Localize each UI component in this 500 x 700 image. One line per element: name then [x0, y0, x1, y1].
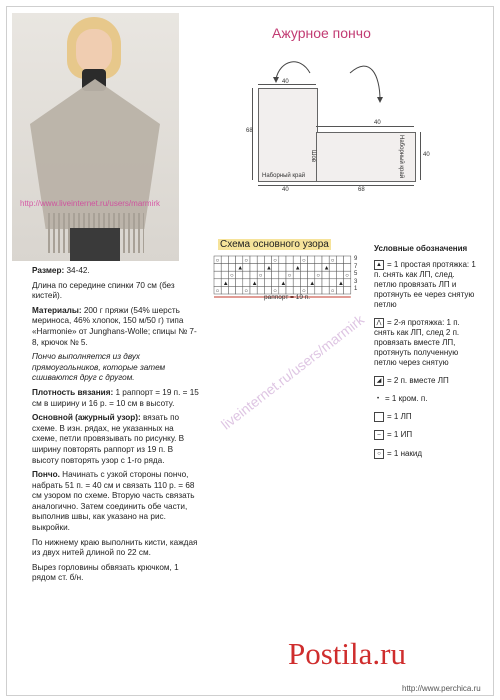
yarn-over-icon: ○ — [374, 449, 384, 459]
chart-stitch-mark: ○ — [244, 288, 249, 295]
dim-left-bottom: 40 — [282, 187, 289, 193]
chart-stitch-mark: ▲ — [251, 280, 258, 287]
left-rectangle — [258, 88, 318, 182]
chart-stitch-mark: ○ — [316, 273, 321, 280]
chart-cell — [329, 264, 336, 272]
photo-pants — [70, 228, 120, 261]
dim-line-right-top — [316, 126, 414, 127]
chart-cell — [300, 271, 307, 279]
chart-cell — [336, 264, 343, 272]
chart-row-number: 5 — [354, 271, 358, 278]
chart-cell — [344, 264, 351, 272]
chart-cell — [279, 256, 286, 264]
chart-cell — [236, 286, 243, 294]
chart-cell — [322, 256, 329, 264]
density-label: Плотность вязания: — [32, 387, 114, 397]
chart-cell — [257, 286, 264, 294]
chart-stitch-mark: ○ — [330, 288, 335, 295]
chart-cell — [221, 286, 228, 294]
chart-stitch-mark: ○ — [230, 273, 234, 280]
chart-cell — [250, 264, 257, 272]
photo-watermark: http://www.liveinternet.ru/users/marmirk — [20, 199, 161, 208]
chart-cell — [272, 279, 279, 287]
legend — [374, 244, 479, 467]
label-edge-left: Наборный край — [262, 173, 306, 179]
chart-cell — [236, 279, 243, 287]
chart-stitch-mark: ○ — [330, 258, 335, 264]
chart-cell — [293, 279, 300, 287]
chart-cell — [329, 271, 336, 279]
chart-stitch-mark: ○ — [302, 258, 306, 264]
note-text: Пончо выполняется из двух прямоугольников, которые затем сшиваются друг с другом. — [32, 352, 166, 383]
model-photo — [12, 13, 179, 261]
chart-row-number: 9 — [354, 256, 358, 262]
pattern-value: вязать по схеме. В изн. рядах, не указанных на схеме, петли провязывать по рисунку. В ширину повторять раппорт из 19 п. В высоту повторять узор с 1-го ряда. — [32, 413, 185, 465]
chart-stitch-mark: ○ — [302, 288, 306, 295]
chart-cell — [344, 279, 351, 287]
chart-stitch-mark: ▲ — [237, 265, 244, 272]
knit-stitch-icon — [374, 412, 384, 422]
dim-line-left-bottom — [258, 185, 316, 186]
dim-left-height: 68 — [246, 128, 253, 134]
double-pull-through-icon: ⋀ — [374, 318, 384, 328]
photo-face — [76, 29, 112, 73]
length-text: Длина по середине спинки 70 см (без кистей). — [32, 280, 175, 301]
chart-stitch-mark: ▲ — [280, 280, 287, 287]
chart-cell — [344, 286, 351, 294]
chart-cell — [308, 264, 315, 272]
dim-line-right-height — [420, 132, 421, 180]
chart-cell — [308, 271, 315, 279]
footer-url[interactable]: http://www.perchica.ru — [402, 684, 481, 693]
chart-stitch-mark: ▲ — [323, 265, 330, 272]
chart-row-numbers — [354, 256, 357, 294]
size-label: Размер: — [32, 266, 65, 275]
site-logo[interactable] — [288, 636, 406, 672]
density-value: 1 раппорт = 19 п. = 15 см в ширину и 16 р. = 10 см в высоту. — [32, 387, 199, 408]
chart-cell — [250, 286, 257, 294]
chart-cell — [228, 286, 235, 294]
chart-cell — [286, 264, 293, 272]
instructions-text — [32, 266, 200, 588]
chart-title: Схема основного узора — [220, 239, 329, 250]
materials-value: 200 г пряжи (54% шерсть мериноса, 46% хлопок, 150 м/50 г) типа «Harmonie» от Junghans-Wolle; спицы № 7-8, крючок № 5. — [32, 305, 197, 347]
chart-cell — [272, 264, 279, 272]
chart-stitch-mark: ▲ — [294, 265, 301, 272]
neck-text: Вырез горловины обвязать крючком, 1 рядом ст. б/н. — [32, 562, 179, 583]
chart-cell — [308, 286, 315, 294]
chart-stitch-mark: ○ — [215, 288, 220, 295]
chart-cell — [315, 286, 322, 294]
chart-cell — [214, 264, 221, 272]
chart-cell — [279, 264, 286, 272]
chart-row-number: 1 — [354, 286, 358, 293]
label-seam: Шов — [310, 150, 316, 163]
dim-left-top: 40 — [282, 79, 289, 85]
dim-right-top: 40 — [374, 120, 381, 126]
chart-cell — [315, 264, 322, 272]
chart-cell — [221, 271, 228, 279]
mid-watermark: liveinternet.ru/users/marmirk — [218, 311, 368, 433]
chart-cell — [236, 271, 243, 279]
chart-cell — [336, 271, 343, 279]
chart-cell — [293, 286, 300, 294]
chart-cell — [322, 271, 329, 279]
chart-stitch-mark: ○ — [273, 288, 277, 295]
chart-cell — [315, 256, 322, 264]
fringe-text: По нижнему краю выполнить кисти, каждая из двух нитей длиной по 22 см. — [32, 537, 198, 558]
pull-through-icon: ▲ — [374, 260, 384, 270]
poncho-value: Начинать с узкой стороны пончо, набрать 51 п. = 40 см и связать 110 р. = 68 см узором по схеме. Вторую часть связать аналогично. Затем соединить обе части, выполнив швы, как указано на рис. выкройки. — [32, 470, 195, 533]
dim-right-height: 40 — [423, 152, 430, 158]
legend-item: ○ = 1 накид — [374, 449, 479, 459]
chart-cell — [214, 279, 221, 287]
chart-cell — [308, 256, 315, 264]
chart-cell — [293, 271, 300, 279]
chart-stitch-mark: ○ — [258, 273, 263, 280]
chart-cell — [286, 279, 293, 287]
k2tog-icon: ◢ — [374, 376, 384, 386]
legend-heading: Условные обозначения — [374, 244, 468, 253]
poncho-label: Пончо. — [32, 470, 60, 480]
dim-line-right-bottom — [316, 185, 414, 186]
chart-stitch-mark: ○ — [215, 258, 220, 264]
chart-cell — [228, 256, 235, 264]
purl-stitch-icon: – — [374, 430, 384, 440]
chart-cell — [300, 279, 307, 287]
chart-cell — [300, 264, 307, 272]
chart-cell — [264, 286, 271, 294]
label-edge-right: Наборный край — [398, 135, 404, 179]
chart-cell — [257, 264, 264, 272]
chart-cell — [329, 279, 336, 287]
dim-right-bottom: 68 — [358, 187, 365, 193]
chart-cell — [272, 271, 279, 279]
legend-item: – = 1 ИП — [374, 430, 479, 440]
legend-item: = 1 ЛП — [374, 412, 479, 422]
legend-item: ⋀ = 2-я протяжка: 1 п. снять как ЛП, след 2 п. провязать вместе ЛП, протянуть полученную петлю через снятую — [374, 318, 460, 368]
chart-cell — [286, 286, 293, 294]
chart-cell — [336, 286, 343, 294]
chart-stitch-mark: ○ — [273, 258, 277, 264]
chart-cell — [264, 256, 271, 264]
legend-item: • = 1 кром. п. — [374, 394, 479, 404]
chart-row-number: 3 — [354, 278, 358, 285]
chart-cell — [279, 286, 286, 294]
chart-cell — [221, 256, 228, 264]
chart-cell — [250, 256, 257, 264]
legend-item: ▲ = 1 простая протяжка: 1 п. снять как ЛП, след. петлю провязать ЛП и протянуть ее через снятую петлю — [374, 260, 476, 310]
chart-repeat-label: раппорт = 19 п. — [264, 294, 311, 301]
chart-stitch-mark: ○ — [244, 258, 249, 264]
chart-cell — [322, 286, 329, 294]
chart-row-number: 7 — [354, 263, 358, 270]
dim-line-left-height — [252, 88, 253, 180]
chart-stitch-mark: ○ — [287, 273, 292, 280]
chart-cell — [322, 279, 329, 287]
legend-item: ◢ = 2 п. вместе ЛП — [374, 376, 479, 386]
chart-cell — [293, 256, 300, 264]
chart-cell — [221, 264, 228, 272]
chart-cell — [236, 256, 243, 264]
chart-stitch-mark: ▲ — [338, 280, 344, 287]
chart-cell — [257, 256, 264, 264]
chart-stitch-mark: ▲ — [222, 280, 229, 287]
chart-cell — [257, 279, 264, 287]
chart-cell — [228, 264, 235, 272]
chart-cell — [264, 279, 271, 287]
size-value: 34-42. — [64, 266, 90, 275]
chart-cell — [279, 271, 286, 279]
chart-stitch-mark: ▲ — [266, 265, 272, 272]
logo-text: Postila.ru — [288, 636, 406, 671]
chart-cell — [243, 264, 250, 272]
chart-cell — [264, 271, 271, 279]
chart-stitch-mark: ○ — [345, 273, 349, 280]
chart-cell — [228, 279, 235, 287]
pattern-label: Основной (ажурный узор): — [32, 413, 141, 423]
chart-cell — [315, 279, 322, 287]
chart-cell — [243, 279, 250, 287]
chart-cell — [336, 256, 343, 264]
materials-label: Материалы: — [32, 305, 82, 315]
chart-cell — [344, 256, 351, 264]
chart-stitch-mark: ▲ — [309, 280, 316, 287]
page-title: Ажурное пончо — [272, 25, 371, 41]
edge-stitch-icon: • — [374, 395, 382, 403]
chart-cell — [250, 271, 257, 279]
chart-cell — [243, 271, 250, 279]
chart-cell — [214, 271, 221, 279]
chart-cell — [286, 256, 293, 264]
